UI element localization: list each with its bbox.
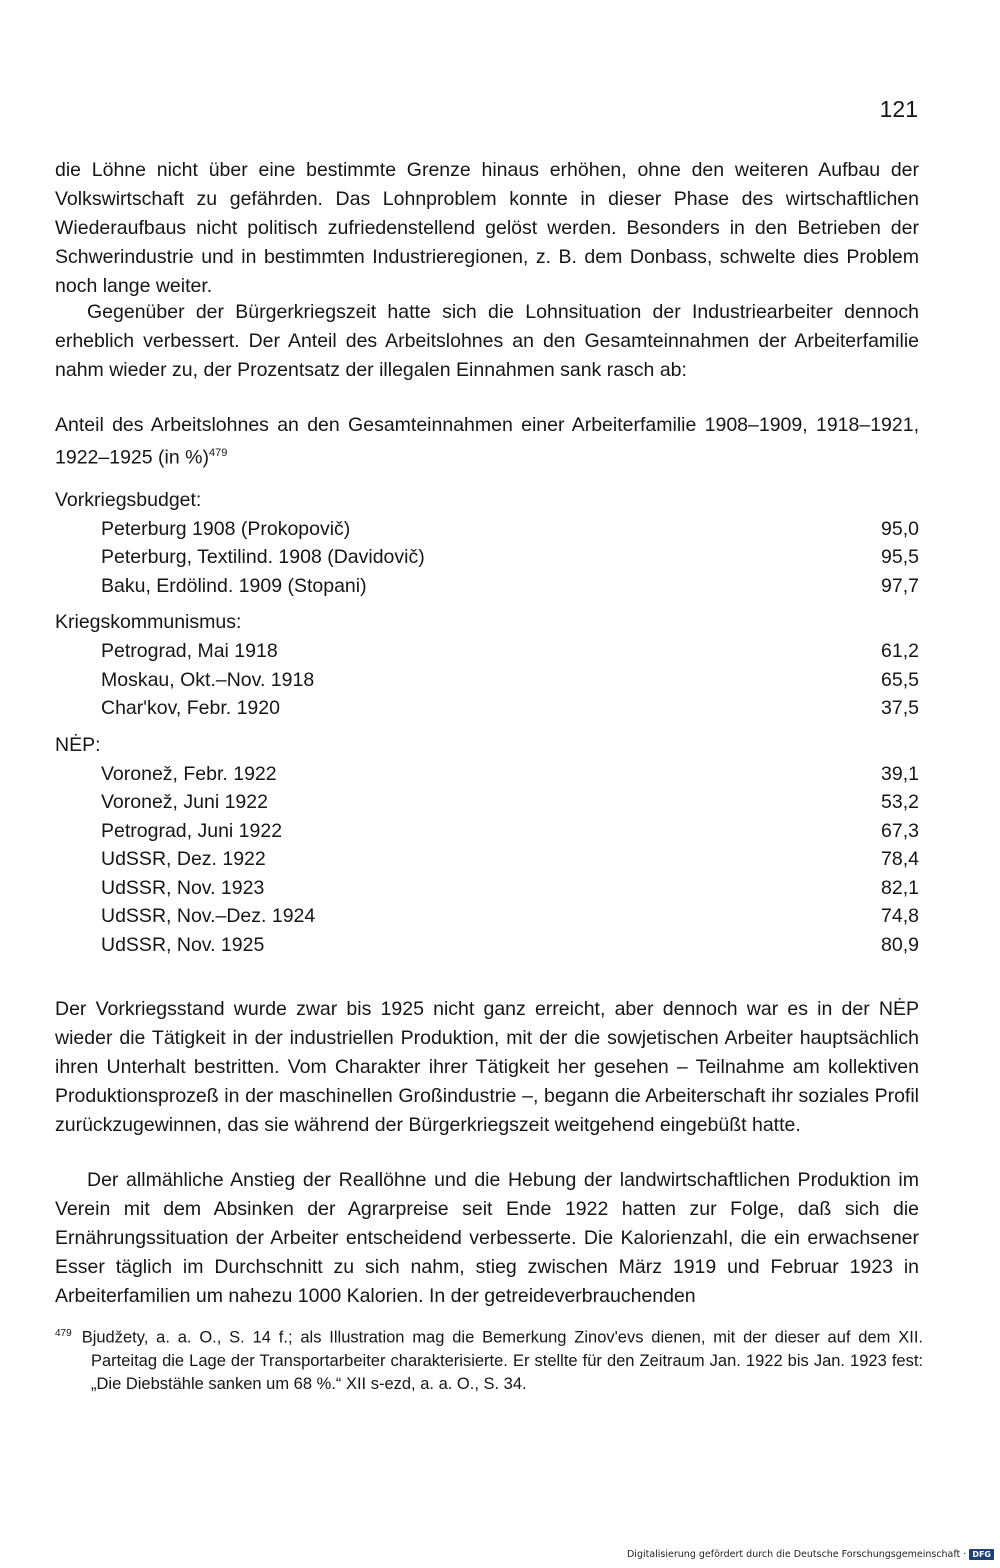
table-group — [55, 608, 919, 723]
table-row — [55, 543, 919, 572]
footnote-body — [55, 1322, 923, 1396]
row-label: UdSSR, Nov.–Dez. 1924 — [101, 905, 316, 927]
wage-share-table — [55, 411, 919, 967]
paragraph-1: die Löhne nicht über eine bestimmte Grenze hinaus erhöhen, ohne den weiteren Aufbau der Volkswirtschaft zu gefährden. Das Lohnproblem konnte in dieser Phase des wirtschaftlichen Wiederaufbaus nicht politisch zufriedenstellend gelöst werden. Besonders in den Betrieben der Schwerindustrie und in bestimmten Industrieregionen, z. B. dem Donbass, schwelte dies Problem noch lange weiter. — [55, 159, 919, 297]
paragraph-4: Der allmähliche Anstieg der Reallöhne und die Hebung der landwirtschaftlichen Produktion im Verein mit dem Absinken der Agrarpreise seit Ende 1922 hatten zur Folge, daß sich die Ernährungssituation der Arbeiter entscheidend verbesserte. Die Kalorienzahl, die ein erwachsener Esser täglich im Durchschnitt zu sich nahm, stieg zwischen März 1919 und Februar 1923 in Arbeiterfamilien um nahezu 1000 Kalorien. In der getreideverbrauchenden — [55, 1169, 919, 1307]
row-label: Baku, Erdölind. 1909 (Stopani) — [101, 574, 367, 597]
table-row — [55, 845, 919, 874]
row-label: UdSSR, Nov. 1925 — [101, 933, 265, 956]
row-label: Peterburg, Textilind. 1908 (Davidovič) — [101, 546, 425, 568]
footnote — [55, 1322, 923, 1396]
table-row — [55, 572, 919, 601]
row-label: Voronež, Febr. 1922 — [101, 762, 277, 785]
dfg-logo-icon: DFG — [969, 1549, 994, 1560]
table-row — [55, 637, 919, 666]
digitization-credit — [627, 1549, 994, 1560]
table-group — [55, 486, 919, 601]
row-value: 95,5 — [881, 546, 919, 568]
row-value: 61,2 — [881, 640, 919, 662]
table-row — [55, 515, 919, 544]
table-title — [55, 411, 919, 472]
group-heading: NĖP: — [55, 733, 101, 756]
row-label: Petrograd, Juni 1922 — [101, 819, 283, 842]
row-value: 97,7 — [881, 574, 919, 597]
row-label: Peterburg 1908 (Prokopovič) — [101, 517, 351, 540]
footnote-number: 479 — [55, 1328, 72, 1339]
row-label: Char'kov, Febr. 1920 — [101, 697, 280, 719]
table-row — [55, 902, 919, 931]
row-label: UdSSR, Nov. 1923 — [101, 876, 265, 899]
table-row — [55, 931, 919, 960]
table-title-text: Anteil des Arbeitslohnes an den Gesamteinnahmen einer Arbeiterfamilie 1908–1909, 1918–1921, 1922–1925 (in %) — [55, 414, 919, 469]
page-number: 121 — [879, 96, 918, 122]
table-row — [55, 666, 919, 695]
footnote-ref: 479 — [208, 447, 228, 459]
group-heading: Vorkriegsbudget: — [55, 488, 202, 511]
row-value: 80,9 — [881, 933, 919, 956]
row-label: Petrograd, Mai 1918 — [101, 640, 278, 662]
row-value: 65,5 — [881, 668, 919, 691]
credit-text: Digitalisierung gefördert durch die Deutsche Forschungsgemeinschaft · — [626, 1549, 967, 1560]
row-label: UdSSR, Dez. 1922 — [101, 848, 266, 870]
group-heading: Kriegskommunismus: — [55, 611, 242, 633]
row-value: 67,3 — [881, 819, 919, 842]
row-value: 37,5 — [881, 697, 919, 719]
row-value: 95,0 — [881, 517, 919, 540]
table-row — [55, 874, 919, 903]
footnote-text: Bjudžety, a. a. O., S. 14 f.; als Illustration mag die Bemerkung Zinov'evs dienen, mit der dieser auf dem XII. Parteitag die Lage der Transportarbeiter charakterisierte. Er stellte für den Zeitraum Jan. 1922 bis Jan. 1923 fest: „Die Diebstähle sanken um 68 %.“ XII s-ezd, a. a. O., S. 34. — [81, 1328, 923, 1393]
table-row — [55, 817, 919, 846]
row-value: 78,4 — [881, 848, 919, 870]
row-value: 74,8 — [881, 905, 919, 927]
table-row — [55, 694, 919, 723]
paragraph-3: Der Vorkriegsstand wurde zwar bis 1925 nicht ganz erreicht, aber dennoch war es in der NĖP wieder die Tätigkeit in der industriellen Produktion, mit der die sowjetischen Arbeiter hauptsächlich ihren Unterhalt bestritten. Vom Charakter ihrer Tätigkeit her gesehen – Teilnahme am kollektiven Produktionsprozeß in der maschinellen Großindustrie –, begann die Arbeiterschaft ihr soziales Profil zurückzugewinnen, das sie während der Bürgerkriegszeit weitgehend eingebüßt hatte. — [55, 998, 919, 1136]
paragraph-2: Gegenüber der Bürgerkriegszeit hatte sich die Lohnsituation der Industriearbeiter dennoch erheblich verbessert. Der Anteil des Arbeitslohnes an den Gesamteinnahmen der Arbeiterfamilie nahm wieder zu, der Prozentsatz der illegalen Einnahmen sank rasch ab: — [55, 301, 919, 381]
table-group — [55, 731, 919, 960]
table-row — [55, 760, 919, 789]
row-value: 82,1 — [881, 876, 919, 899]
row-label: Voronež, Juni 1922 — [101, 791, 268, 813]
row-label: Moskau, Okt.–Nov. 1918 — [101, 668, 315, 691]
table-row — [55, 788, 919, 817]
row-value: 53,2 — [881, 791, 919, 813]
row-value: 39,1 — [881, 762, 919, 785]
